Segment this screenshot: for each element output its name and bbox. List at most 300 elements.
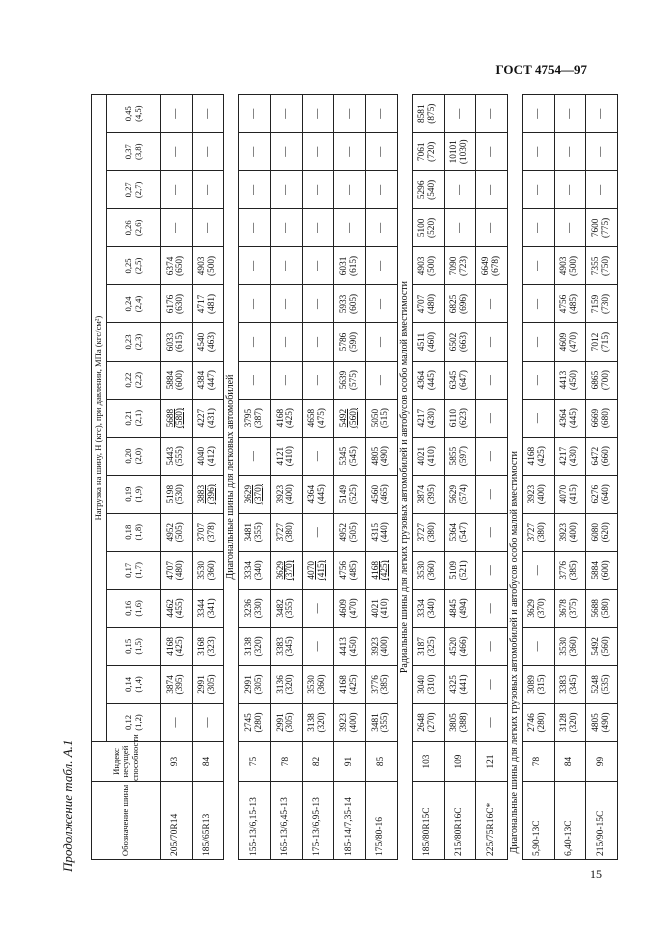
- load-cell: [239, 551, 271, 589]
- load-newton: 6345: [449, 370, 460, 390]
- load-kgf: (750): [600, 255, 611, 276]
- load-cell: —: [161, 133, 193, 171]
- pressure-kgs: (2,7): [132, 181, 143, 199]
- load-kgf: (323): [207, 636, 218, 657]
- load-cell: [586, 551, 618, 589]
- load-cell: [366, 399, 398, 437]
- load-cell: [444, 247, 476, 285]
- load-index: 103: [412, 742, 444, 782]
- load-cell: —: [271, 361, 303, 399]
- load-kgf: (360): [317, 674, 328, 695]
- load-newton: 5884: [165, 370, 176, 390]
- load-kgf: (490): [380, 446, 391, 467]
- load-cell: —: [522, 133, 554, 171]
- load-kgf: (345): [285, 636, 296, 657]
- load-cell: [161, 323, 193, 361]
- load-cell: —: [161, 171, 193, 209]
- load-newton: 4384: [197, 370, 208, 390]
- load-newton: 4560: [370, 484, 381, 504]
- pressure-header: [107, 285, 161, 323]
- pressure-mpa: 0,24: [123, 296, 134, 312]
- load-cell: [554, 361, 586, 399]
- load-newton: 4756: [559, 294, 570, 314]
- load-kgf: (330): [253, 598, 264, 619]
- load-cell: [412, 285, 444, 323]
- load-newton: 4227: [197, 408, 208, 428]
- load-newton: 3530: [417, 561, 428, 580]
- pressure-header: [107, 399, 161, 437]
- pressure-header: [107, 171, 161, 209]
- pressure-kgs: (2,4): [132, 295, 143, 313]
- load-kgf: (463): [207, 331, 218, 353]
- load-cell: [554, 323, 586, 361]
- load-newton: 7355: [590, 256, 601, 276]
- standard-number: ГОСТ 4754—97: [495, 62, 587, 77]
- load-cell: [412, 323, 444, 361]
- load-newton: 4021: [370, 599, 381, 618]
- load-cell: —: [522, 247, 554, 285]
- load-cell: —: [239, 285, 271, 323]
- pressure-header: [107, 513, 161, 551]
- load-index: 121: [476, 742, 508, 782]
- load-kgf: (340): [253, 560, 264, 581]
- load-kgf: (575): [348, 369, 359, 391]
- load-cell: —: [476, 627, 508, 665]
- pressure-mpa: 0,18: [123, 524, 134, 540]
- load-index: 78: [522, 742, 554, 782]
- load-kgf: (425): [348, 674, 359, 695]
- load-kgf: (450): [568, 369, 579, 391]
- load-cell: [366, 665, 398, 703]
- load-newton: 5050: [370, 408, 381, 428]
- load-cell: —: [476, 665, 508, 703]
- load-index: 84: [554, 742, 586, 782]
- load-newton: 4121: [275, 446, 286, 466]
- load-newton: 3168: [197, 637, 208, 656]
- load-cell: [161, 589, 193, 627]
- load-kgf: (475): [317, 408, 328, 429]
- tire-designation: 185-14/7,35-14: [334, 782, 366, 860]
- load-newton: 6176: [165, 294, 176, 314]
- load-newton: 4609: [339, 599, 350, 618]
- load-cell: —: [271, 133, 303, 171]
- load-cell: —: [476, 209, 508, 247]
- load-cell: —: [161, 703, 193, 741]
- load-cell: —: [192, 703, 224, 741]
- load-newton: 4364: [559, 408, 570, 428]
- load-cell: [444, 513, 476, 551]
- load-cell: [586, 399, 618, 437]
- load-cell: —: [476, 437, 508, 475]
- tire-designation: 6,40-13C: [554, 782, 586, 860]
- pressure-mpa: 0,37: [123, 144, 134, 160]
- load-cell: —: [476, 171, 508, 209]
- load-cell: [161, 437, 193, 475]
- load-cell: [522, 703, 554, 741]
- load-newton: 5198: [165, 484, 176, 504]
- load-cell: —: [444, 171, 476, 209]
- load-kgf: (425): [175, 636, 186, 657]
- load-cell: [444, 475, 476, 513]
- load-cell: [412, 703, 444, 741]
- load-kgf: (470): [348, 598, 359, 619]
- tire-designation: 215/80R16C: [444, 782, 476, 860]
- load-cell: —: [161, 95, 193, 133]
- load-cell: —: [302, 171, 334, 209]
- load-cell: —: [522, 209, 554, 247]
- load-cell: [161, 513, 193, 551]
- pressure-kgs: (2,1): [132, 409, 143, 427]
- load-kgf: (1030): [458, 139, 469, 165]
- load-kgf: (466): [458, 636, 469, 657]
- load-kgf: (370): [537, 598, 548, 619]
- load-newton: 3805: [449, 713, 460, 732]
- load-index: 91: [334, 742, 366, 782]
- pressure-kgs: (1,4): [132, 676, 143, 693]
- load-cell: [366, 437, 398, 475]
- load-kgf: (730): [600, 293, 611, 315]
- load-kgf: (480): [427, 293, 438, 315]
- load-newton: 3727: [527, 522, 538, 542]
- load-kgf: (355): [253, 522, 264, 543]
- load-cell: [444, 399, 476, 437]
- load-kgf: (370): [253, 484, 264, 505]
- load-cell: [334, 323, 366, 361]
- load-cell: [334, 247, 366, 285]
- load-kgf: (640): [600, 484, 611, 505]
- pressure-kgs: (1,9): [132, 485, 143, 503]
- table-row: [586, 95, 618, 860]
- load-newton: 3334: [417, 599, 428, 618]
- load-cell: —: [192, 95, 224, 133]
- load-cell: —: [271, 209, 303, 247]
- load-kgf: (663): [458, 331, 469, 353]
- load-cell: —: [302, 361, 334, 399]
- load-newton: 5639: [339, 370, 350, 390]
- load-cell: [444, 627, 476, 665]
- load-newton: 5688: [165, 408, 176, 428]
- load-newton: 6276: [590, 484, 601, 504]
- load-cell: [366, 475, 398, 513]
- load-newton: 4168: [165, 637, 176, 656]
- load-newton: 4217: [417, 408, 428, 428]
- load-kgf: (425): [380, 560, 391, 581]
- pressure-mpa: 0,20: [123, 448, 134, 464]
- load-cell: —: [586, 171, 618, 209]
- load-kgf: (465): [380, 484, 391, 505]
- load-newton: 7159: [590, 294, 601, 314]
- load-kgf: (305): [285, 712, 296, 733]
- table-row: [366, 95, 398, 860]
- load-cell: —: [302, 95, 334, 133]
- load-newton: 4325: [449, 675, 460, 694]
- pressure-header: [107, 551, 161, 589]
- load-newton: 5109: [449, 561, 460, 580]
- tire-designation: 185/80R15C: [412, 782, 444, 860]
- load-cell: [444, 665, 476, 703]
- load-kgf: (615): [175, 331, 186, 353]
- load-kgf: (320): [568, 712, 579, 733]
- load-kgf: (378): [207, 522, 218, 543]
- pressure-header: [107, 323, 161, 361]
- load-cell: [192, 589, 224, 627]
- load-newton: 6110: [449, 408, 460, 428]
- load-kgf: (600): [175, 369, 186, 391]
- load-cell: [161, 399, 193, 437]
- load-kgf: (355): [285, 598, 296, 619]
- load-cell: [192, 247, 224, 285]
- load-cell: —: [302, 627, 334, 665]
- load-kgf: (445): [317, 484, 328, 505]
- pressure-kgs: (2,2): [132, 371, 143, 389]
- column-header-index: Индекс несущей способности: [92, 742, 161, 782]
- load-cell: —: [366, 133, 398, 171]
- load-kgf: (425): [537, 446, 548, 467]
- load-cell: [271, 437, 303, 475]
- load-newton: 3482: [275, 599, 286, 618]
- load-cell: —: [522, 285, 554, 323]
- load-kgf: (875): [427, 103, 438, 124]
- load-kgf: (380): [285, 522, 296, 543]
- load-cell: [444, 551, 476, 589]
- load-newton: 3530: [307, 675, 318, 694]
- load-cell: [334, 475, 366, 513]
- load-cell: [586, 285, 618, 323]
- pressure-mpa: 0,19: [123, 486, 134, 502]
- column-header-load-group: Нагрузка на шину, Н (кгс), при давлении, МПа (кгс/см²): [92, 95, 107, 742]
- load-cell: —: [334, 209, 366, 247]
- table-row: [161, 95, 193, 860]
- section-title: Радиальные шины для легких грузовых автомобилей и автобусов особо малой вместимости: [397, 95, 412, 860]
- load-newton: 4511: [417, 332, 428, 352]
- load-kgf: (723): [458, 255, 469, 276]
- load-newton: 4168: [339, 675, 350, 694]
- load-newton: 3874: [165, 675, 176, 694]
- section-row: [224, 95, 239, 860]
- tire-designation: 205/70R14: [161, 782, 193, 860]
- load-kgf: (341): [207, 598, 218, 619]
- load-kgf: (521): [458, 560, 469, 581]
- load-newton: 5364: [449, 522, 460, 542]
- load-newton: 5786: [339, 332, 350, 352]
- load-index: 75: [239, 742, 271, 782]
- load-newton: 4540: [197, 332, 208, 352]
- load-cell: [239, 513, 271, 551]
- load-newton: 5100: [417, 218, 428, 238]
- load-kgf: (412): [207, 446, 218, 467]
- load-cell: [586, 209, 618, 247]
- load-kgf: (660): [600, 446, 611, 467]
- load-cell: —: [302, 589, 334, 627]
- load-kgf: (630): [175, 293, 186, 315]
- load-newton: 4168: [275, 408, 286, 428]
- load-cell: —: [554, 209, 586, 247]
- pressure-mpa: 0,17: [123, 562, 134, 578]
- load-newton: 6669: [590, 408, 601, 428]
- load-cell: —: [522, 323, 554, 361]
- load-cell: —: [302, 285, 334, 323]
- load-kgf: (715): [600, 331, 611, 353]
- load-table: [91, 94, 618, 860]
- load-newton: 3530: [559, 637, 570, 656]
- pressure-mpa: 0,23: [123, 334, 134, 350]
- load-kgf: (520): [427, 217, 438, 238]
- pressure-header: [107, 665, 161, 703]
- load-cell: [522, 513, 554, 551]
- pressure-kgs: (1,8): [132, 524, 143, 541]
- load-newton: 6472: [590, 446, 601, 466]
- load-cell: —: [476, 285, 508, 323]
- table-row: [239, 95, 271, 860]
- load-newton: 4903: [559, 256, 570, 276]
- load-cell: [302, 399, 334, 437]
- load-newton: 3923: [527, 484, 538, 504]
- table-row: [271, 95, 303, 860]
- load-cell: —: [302, 437, 334, 475]
- load-kgf: (395): [175, 674, 186, 695]
- pressure-kgs: (2,0): [132, 447, 143, 465]
- load-newton: 6033: [165, 332, 176, 352]
- load-cell: [239, 665, 271, 703]
- load-kgf: (360): [568, 636, 579, 657]
- pressure-kgs: (3,8): [132, 143, 143, 161]
- load-kgf: (315): [537, 674, 548, 695]
- load-newton: 4805: [590, 713, 601, 732]
- load-cell: [522, 589, 554, 627]
- load-cell: —: [161, 209, 193, 247]
- tire-designation: 185/65R13: [192, 782, 224, 860]
- load-cell: [192, 437, 224, 475]
- load-cell: —: [476, 703, 508, 741]
- load-newton: 5492: [590, 637, 601, 656]
- load-cell: [161, 551, 193, 589]
- load-kgf: (395): [427, 484, 438, 505]
- pressure-header: [107, 475, 161, 513]
- load-kgf: (580): [175, 408, 186, 429]
- load-cell: [444, 703, 476, 741]
- load-cell: —: [476, 475, 508, 513]
- load-cell: —: [476, 513, 508, 551]
- load-cell: —: [192, 209, 224, 247]
- load-cell: —: [271, 323, 303, 361]
- load-cell: [239, 589, 271, 627]
- pressure-kgs: (2,5): [132, 257, 143, 275]
- load-newton: 3481: [243, 522, 254, 542]
- load-kgf: (574): [458, 484, 469, 505]
- load-kgf: (455): [175, 598, 186, 619]
- load-kgf: (515): [380, 408, 391, 429]
- load-cell: [161, 361, 193, 399]
- load-kgf: (555): [175, 446, 186, 467]
- load-newton: 3089: [527, 675, 538, 694]
- load-cell: [554, 513, 586, 551]
- load-kgf: (580): [600, 598, 611, 619]
- load-newton: 5296: [417, 180, 428, 200]
- load-newton: 4070: [559, 484, 570, 504]
- load-kgf: (481): [207, 293, 218, 315]
- load-cell: —: [476, 399, 508, 437]
- load-kgf: (590): [348, 331, 359, 353]
- load-kgf: (490): [600, 712, 611, 733]
- load-newton: 5149: [339, 484, 350, 504]
- load-kgf: (547): [458, 522, 469, 543]
- load-kgf: (700): [600, 369, 611, 391]
- load-cell: [554, 399, 586, 437]
- page-number: 15: [590, 867, 602, 881]
- load-cell: —: [302, 133, 334, 171]
- load-kgf: (360): [207, 560, 218, 581]
- load-newton: 4658: [307, 408, 318, 428]
- load-cell: [302, 703, 334, 741]
- load-kgf: (470): [568, 331, 579, 353]
- load-cell: [366, 589, 398, 627]
- load-newton: 3874: [417, 484, 428, 504]
- pressure-mpa: 0,14: [123, 676, 134, 692]
- load-cell: [271, 703, 303, 741]
- load-cell: [192, 627, 224, 665]
- load-cell: [412, 209, 444, 247]
- load-cell: [554, 475, 586, 513]
- load-kgf: (485): [348, 560, 359, 581]
- load-newton: 3923: [339, 713, 350, 732]
- column-header-tire: Обозначение шины: [92, 782, 161, 860]
- load-kgf: (450): [348, 636, 359, 657]
- load-cell: —: [239, 323, 271, 361]
- load-cell: [554, 627, 586, 665]
- load-newton: 4070: [307, 561, 318, 580]
- load-newton: 3629: [243, 484, 254, 504]
- load-cell: —: [192, 133, 224, 171]
- tire-designation: 175-13/6,95-13: [302, 782, 334, 860]
- load-newton: 3629: [275, 561, 286, 580]
- load-cell: [522, 437, 554, 475]
- load-newton: 2991: [275, 713, 286, 732]
- load-kgf: (320): [253, 636, 264, 657]
- load-kgf: (494): [458, 598, 469, 619]
- load-newton: 3136: [275, 675, 286, 694]
- pressure-mpa: 0,26: [123, 220, 134, 236]
- load-cell: [192, 665, 224, 703]
- load-cell: [192, 399, 224, 437]
- load-newton: 3383: [559, 675, 570, 694]
- load-index: 82: [302, 742, 334, 782]
- load-newton: 4756: [339, 561, 350, 580]
- load-kgf: (320): [285, 674, 296, 695]
- load-cell: [334, 627, 366, 665]
- load-cell: [444, 285, 476, 323]
- load-kgf: (505): [175, 522, 186, 543]
- load-cell: [412, 665, 444, 703]
- load-cell: [334, 513, 366, 551]
- load-kgf: (480): [175, 560, 186, 581]
- load-newton: 3236: [243, 599, 254, 618]
- load-newton: 3923: [559, 522, 570, 542]
- load-newton: 10101: [449, 140, 460, 164]
- load-cell: [412, 627, 444, 665]
- load-newton: 4462: [165, 599, 176, 618]
- load-kgf: (620): [600, 522, 611, 543]
- pressure-header: [107, 437, 161, 475]
- load-newton: 3776: [370, 675, 381, 694]
- pressure-mpa: 0,27: [123, 182, 134, 198]
- load-newton: 4707: [417, 294, 428, 314]
- load-cell: [271, 627, 303, 665]
- load-cell: [586, 703, 618, 741]
- load-cell: [554, 285, 586, 323]
- load-cell: —: [586, 95, 618, 133]
- load-newton: 3727: [275, 522, 286, 542]
- pressure-kgs: (2,3): [132, 333, 143, 351]
